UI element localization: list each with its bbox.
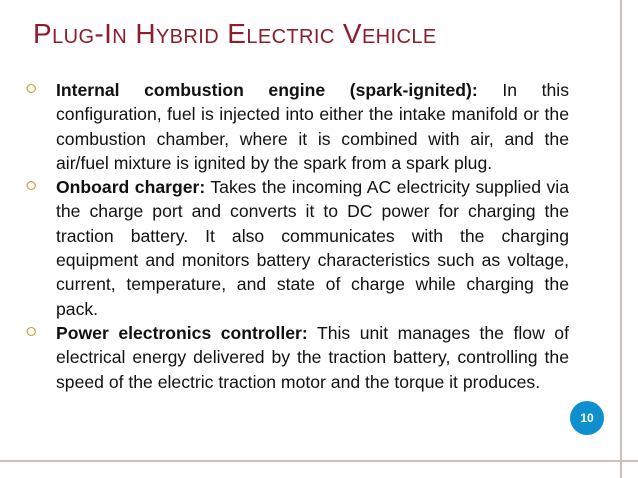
bullet-item (26, 175, 569, 321)
bullet-text: This unit manages the flow of electrical energy delivered by the traction battery, controlling the speed of the electric traction motor and the torque it produces. (56, 322, 569, 392)
bullet-term: Onboard charger: (56, 177, 206, 198)
bullet-term: Power electronics controller: (56, 322, 308, 343)
right-divider (620, 0, 622, 478)
page-number-badge: 10 (570, 401, 604, 435)
bullet-item (26, 78, 569, 175)
bullet-text: In this configuration, fuel is injected into either the intake manifold or the combustion chamber, where it is combined with air, and the air/fuel mixture is ignited by the spark from a spark plug. (56, 80, 569, 173)
bullet-text: Takes the incoming AC electricity supplied via the charge port and converts it to DC power for charging the traction battery. It also communicates with the charging equipment and monitors battery characteristics such as voltage, current, temperature, and state of charge while charging the pack. (56, 177, 570, 319)
bullet-list (26, 78, 569, 394)
ring-bullet-icon: ⭘ (26, 179, 37, 195)
bottom-divider (0, 460, 638, 462)
ring-bullet-icon: ⭘ (26, 82, 37, 97)
bullet-item (26, 321, 569, 394)
bullet-term: Internal combustion engine (spark-ignited): (56, 80, 478, 100)
slide-title: Plug-In Hybrid Electric Vehicle (33, 18, 437, 49)
ring-bullet-icon: ⭘ (26, 324, 37, 340)
